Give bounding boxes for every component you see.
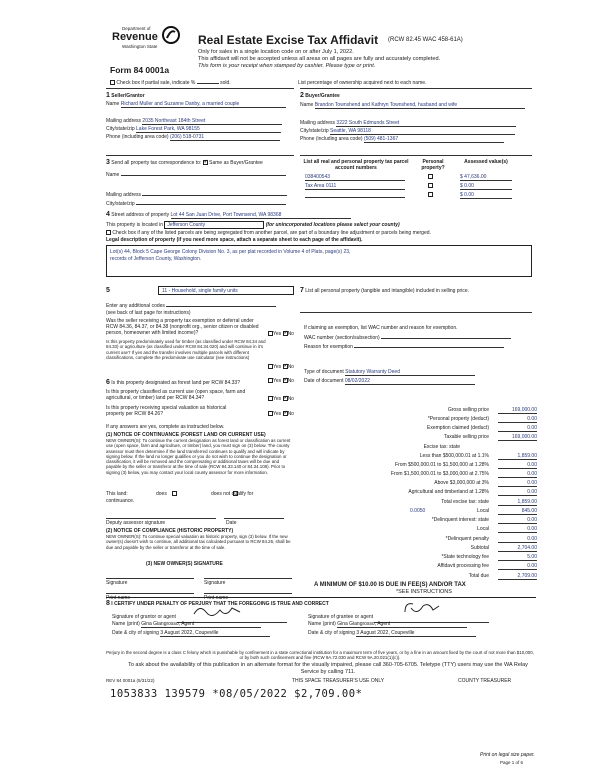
land-use-section: 5 11 - Household, single family units Enter any additional codes (see back of last page for instructions) Was the seller receiving a property tax exemption or deferral under RCW 84.36, 84.37, or 84.38 (nonprofit org., senior citizen or disabled person, homeowner with limited income)? Yes ✓ No Is this property predominately used for timber (as classified under RCW 84.34 and 84.33) or agriculture (as classified under RCW 84.34.020) and will continue in it's current use? If yes and the transfer involves multiple parcels with different classifications, complete the predominate use calculator (see instructions) Yes ✓ No bbox=[106, 285, 298, 385]
page-title: Real Estate Excise Tax Affidavit bbox=[198, 33, 379, 47]
buyer-mailing-field[interactable]: 3222 South Edmunds Street bbox=[336, 120, 516, 127]
does-qualify-checkbox[interactable] bbox=[172, 491, 177, 496]
partial-sale-row: Check box if partial sale, indicate % sold. List percentage of ownership acquired next to each name. bbox=[110, 80, 590, 86]
perjury-notice: Perjury in the second degree is a class C felony which is punishable by confinement in a state correctional institution for a maximum term of five years, or by a fine in an amount fixed by the court of not more than $10,000, or by both such confinement and fine (RCW 9A.72.030 and RCW 9A.20.021(1)(c)). bbox=[106, 650, 534, 661]
wac-number-field[interactable] bbox=[381, 338, 511, 339]
local-rate: 0.0050 bbox=[410, 508, 426, 514]
partial-sale-checkbox[interactable] bbox=[110, 80, 115, 85]
open-space-yes-checkbox[interactable] bbox=[268, 396, 273, 401]
document-date-field[interactable]: 08/02/2022 bbox=[345, 378, 475, 385]
certify-section: 8 I CERTIFY UNDER PENALTY OF PERJURY THAT THE FOREGOING IS TRUE AND CORRECT Signature of grantor or agent Name (print) Gina Giangrosso, Agent Date & city of signing 3 August 2022, Coupeville Signature of grantee or agent Name (print) Gina Giangrosso, Agent Date & city of signing 3 August 2022, Coupeville bbox=[106, 597, 536, 649]
rcw-reference: (RCW 82.45 WAC 458-61A) bbox=[388, 37, 463, 43]
exemption-deduct-field[interactable]: 0.00 bbox=[498, 425, 537, 432]
grantor-signature-scribble bbox=[192, 604, 242, 620]
form-number: Form 84 0001a bbox=[110, 65, 170, 75]
buyer-section: 2 Buyer/Grantee Name Brandon Townshend and Kathryn Townshend, husband and wife Mailing address 3222 South Edmunds Street City/state/zip Seattle, WA 98118 Phone (including area code) (509) 481-1367 bbox=[300, 88, 532, 150]
new-owner-signature-field-2[interactable] bbox=[204, 573, 292, 579]
document-type-field[interactable]: Statutory Warranty Deed bbox=[345, 369, 475, 376]
street-address-field[interactable]: Lot 44 San Juan Drive, Port Townsend, WA 98368 bbox=[171, 212, 351, 219]
personal-property-deduct-field[interactable]: 0.00 bbox=[498, 416, 537, 423]
location-section: 4 Street address of property Lot 44 San Juan Drive, Port Townsend, WA 98368 This property is located in Jefferson County (for unincorporated locations please select your county) Check box if any of the listed parcels are being segregated from another parcel, are part of a boundary line adjustment or parcels being merged. Legal description of property (if you need more space, attach a separate sheet to each page of the affidavit). Lot(s) 44, Block 5 Cape George Colony Division No. 3, as per plat recorded in Volume 4 of Plats, page(s) 23, records of Jefferson County, Washington. bbox=[106, 211, 532, 281]
buyer-city-field[interactable]: Seattle, WA 98118 bbox=[330, 128, 515, 135]
seller-mailing-field[interactable]: 2035 Northeast 184th Street bbox=[142, 118, 282, 125]
new-owner-signature-field-1[interactable] bbox=[106, 573, 194, 579]
correspondence-section: 3 Send all property tax correspondence to: ✓ Same as Buyer/Grantee Name Mailing address City/state/zip bbox=[106, 155, 294, 210]
personal-property-checkbox[interactable] bbox=[428, 192, 433, 197]
tax-tier4-field[interactable]: 0.00 bbox=[498, 480, 537, 487]
tax-tier2-field[interactable]: 0.00 bbox=[498, 462, 537, 469]
land-use-select[interactable]: 11 - Household, single family units bbox=[158, 286, 294, 295]
grantee-signature-scribble bbox=[401, 600, 441, 618]
correspondence-city-field[interactable] bbox=[136, 204, 286, 205]
delinquent-interest-state-field[interactable]: 0.00 bbox=[498, 517, 537, 524]
forest-section: 6 Is this property designated as forest land per RCW 84.33? Yes ✓ No Is this property classified as current use (open space, farm and agricultural, or timber) land per RCW 84.34? Yes ✓ No Is this property receiving special valuation as historical property per RCW 84.26? Yes ✓ No If any answers are yes, complete as instructed below. (1) NOTICE OF CONTINUANCE (FOREST LAND OR CURRENT USE) NEW OWNER(S): To continue the current designation as forest land or classification as current use (open space, farm and agriculture, or timber) land, you must sign on (3) below. The county assessor must then determine if the land transferred continues to qualify and will indicate by signing below. If the land no longer qualifies or you do not wish to continue the designation or classification, it will be removed and the compensating or additional taxes will be due and payable by the seller or transferor at the time of sale (RCW 84.33.140 or 84.34.108). Prior to signing (3) below, you may contact your local county assessor for more information. This land: does does not qualify for continuance. Deputy assessor signature Date (2) NOTICE OF COMPLIANCE (HISTORIC PROPERTY) NEW OWNER(S): To continue special valuation as historic property, sign (3) below. If the new owner(s) doesn't wish to continue, all additional tax calculated pursuant to RCW 84.26, shall be due and payable by the seller or transferor at the time of sale. (3) NEW OWNER(S) SIGNATURE Signature Signature Print name Print name bbox=[106, 378, 298, 658]
delinquent-penalty-field[interactable]: 0.00 bbox=[498, 536, 537, 543]
correspondence-mailing-field[interactable] bbox=[142, 195, 287, 196]
county-select[interactable]: Jefferson County bbox=[164, 221, 264, 229]
seller-section: 1 Seller/Grantor Name Richard Muller and Suzanne Danby, a married couple Mailing address 2035 Northeast 184th Street City/state/zip Lake Forest Park, WA 98155 Phone (including area code) (206) 518-0731 bbox=[106, 88, 294, 150]
forest-no-checkbox[interactable] bbox=[283, 378, 288, 383]
availability-notice: To ask about the availability of this publication in an alternate format for the visually impaired, please call 360-705-6705. Teletype (TTY) users may use the WA Relay Service by calling 711. bbox=[128, 662, 528, 675]
segregation-checkbox[interactable] bbox=[106, 230, 111, 235]
deputy-date-field[interactable] bbox=[224, 513, 284, 519]
exemption-yes-checkbox[interactable] bbox=[268, 331, 273, 336]
exemption-no-checkbox[interactable] bbox=[283, 331, 288, 336]
total-state-tax-field[interactable]: 1,859.00 bbox=[498, 499, 537, 506]
treasurer-stamp: 1053833 139579 *08/05/2022 $2,709.00* bbox=[110, 688, 363, 700]
deputy-signature-field[interactable] bbox=[106, 513, 216, 519]
personal-property-section: 7 List all personal property (tangible and intangible) included in selling price. If claiming an exemption, list WAC number and reason for exemption. WAC number (section/subsection) Reason for exemption Type of document Statutory Warranty Deed Date of document 08/02/2022 bbox=[300, 285, 532, 385]
grantee-name-field[interactable]: Gina Giangrosso, Agent bbox=[337, 621, 467, 628]
historic-no-checkbox[interactable] bbox=[283, 411, 288, 416]
additional-codes-field[interactable] bbox=[166, 306, 276, 307]
legal-description-field[interactable]: Lot(s) 44, Block 5 Cape George Colony Division No. 3, as per plat recorded in Volume 4 of Plats, page(s) 23, records of Jefferson County, Washington. bbox=[106, 245, 532, 277]
tax-calculation: Gross selling price 169,000.00 *Personal property (deduct) 0.00 Exemption claimed (deduct) 0.00 Taxable selling price 169,000.00 Excise tax: state Less than $500,000.01 at 1.1% 1,859.00 From $500,000.01 to $1,500,000 at 1.28% 0.00 From $1,500,000.01 to $3,000,000 at 2.75% 0.00 Above $3,000,000 at 3% 0.00 Agricultural and timberland at 1.28% 0.00 Total excise tax: state 1,859.00 0.0050 Local 845.00 *Delinquent interest: state 0.00 Local 0.00 *Delinquent penalty 0.00 Subtotal 2,704.00 *State technology fee 5.00 Affidavit processing fee 0.00 Total due 2,709.00 A MINIMUM OF $10.00 IS DUE IN FEE(S) AND/OR TAX *SEE INSTRUCTIONS bbox=[314, 407, 537, 595]
dor-emblem-icon bbox=[162, 26, 180, 44]
historic-yes-checkbox[interactable] bbox=[268, 411, 273, 416]
buyer-phone-field[interactable]: (509) 481-1367 bbox=[364, 136, 504, 143]
open-space-no-checkbox[interactable] bbox=[283, 396, 288, 401]
tax-tier3-field[interactable]: 0.00 bbox=[498, 471, 537, 478]
parcel-row: 038400543 $ 47,636.00 bbox=[300, 174, 532, 180]
tax-tier1-field[interactable]: 1,859.00 bbox=[498, 453, 537, 460]
parcel-table: List all real and personal property tax parcel account numbers Personal property? Assessed value(s) 038400543 $ 47,636.00 Tax Area 0111 $ 0.00 $ 0.00 bbox=[300, 155, 532, 200]
buyer-name-field[interactable]: Brandon Townshend and Kathryn Townshend, husband and wife bbox=[315, 102, 525, 109]
personal-property-checkbox[interactable] bbox=[428, 174, 433, 179]
ag-timber-tax-field[interactable]: 0.00 bbox=[498, 489, 537, 496]
technology-fee-field[interactable]: 5.00 bbox=[498, 554, 537, 561]
delinquent-interest-local-field[interactable]: 0.00 bbox=[498, 526, 537, 533]
dor-logo: Department of Revenue Washington State bbox=[112, 26, 184, 60]
forest-yes-checkbox[interactable] bbox=[268, 378, 273, 383]
timber-no-checkbox[interactable] bbox=[283, 364, 288, 369]
parcel-row: $ 0.00 bbox=[300, 192, 532, 198]
seller-name-field[interactable]: Richard Muller and Suzanne Danby, a married couple bbox=[121, 101, 286, 108]
taxable-price-field[interactable]: 169,000.00 bbox=[498, 434, 537, 441]
grantor-name-field[interactable]: Gina Giangrosso, Agent bbox=[141, 621, 261, 628]
personal-property-field[interactable] bbox=[300, 307, 532, 313]
same-as-buyer-checkbox[interactable] bbox=[203, 160, 208, 165]
new-owner-print-field-1[interactable] bbox=[106, 588, 194, 594]
local-tax-field[interactable]: 845.00 bbox=[498, 508, 537, 515]
seller-city-field[interactable]: Lake Forest Park, WA 98155 bbox=[136, 126, 281, 133]
personal-property-checkbox[interactable] bbox=[428, 183, 433, 188]
grantor-date-field[interactable]: 3 August 2022, Coupeville bbox=[160, 630, 270, 637]
total-due-field[interactable]: 2,709.00 bbox=[498, 573, 537, 580]
subtotal-field[interactable]: 2,704.00 bbox=[498, 545, 537, 552]
seller-phone-field[interactable]: (206) 518-0731 bbox=[170, 134, 280, 141]
exemption-reason-field[interactable] bbox=[354, 347, 504, 348]
parcel-row: Tax Area 0111 $ 0.00 bbox=[300, 183, 532, 189]
timber-yes-checkbox[interactable] bbox=[268, 364, 273, 369]
correspondence-name-field[interactable] bbox=[121, 175, 286, 176]
grantee-date-field[interactable]: 3 August 2022, Coupeville bbox=[356, 630, 476, 637]
new-owner-print-field-2[interactable] bbox=[204, 588, 292, 594]
gross-price-field[interactable]: 169,000.00 bbox=[498, 407, 537, 414]
processing-fee-field[interactable]: 0.00 bbox=[498, 563, 537, 570]
